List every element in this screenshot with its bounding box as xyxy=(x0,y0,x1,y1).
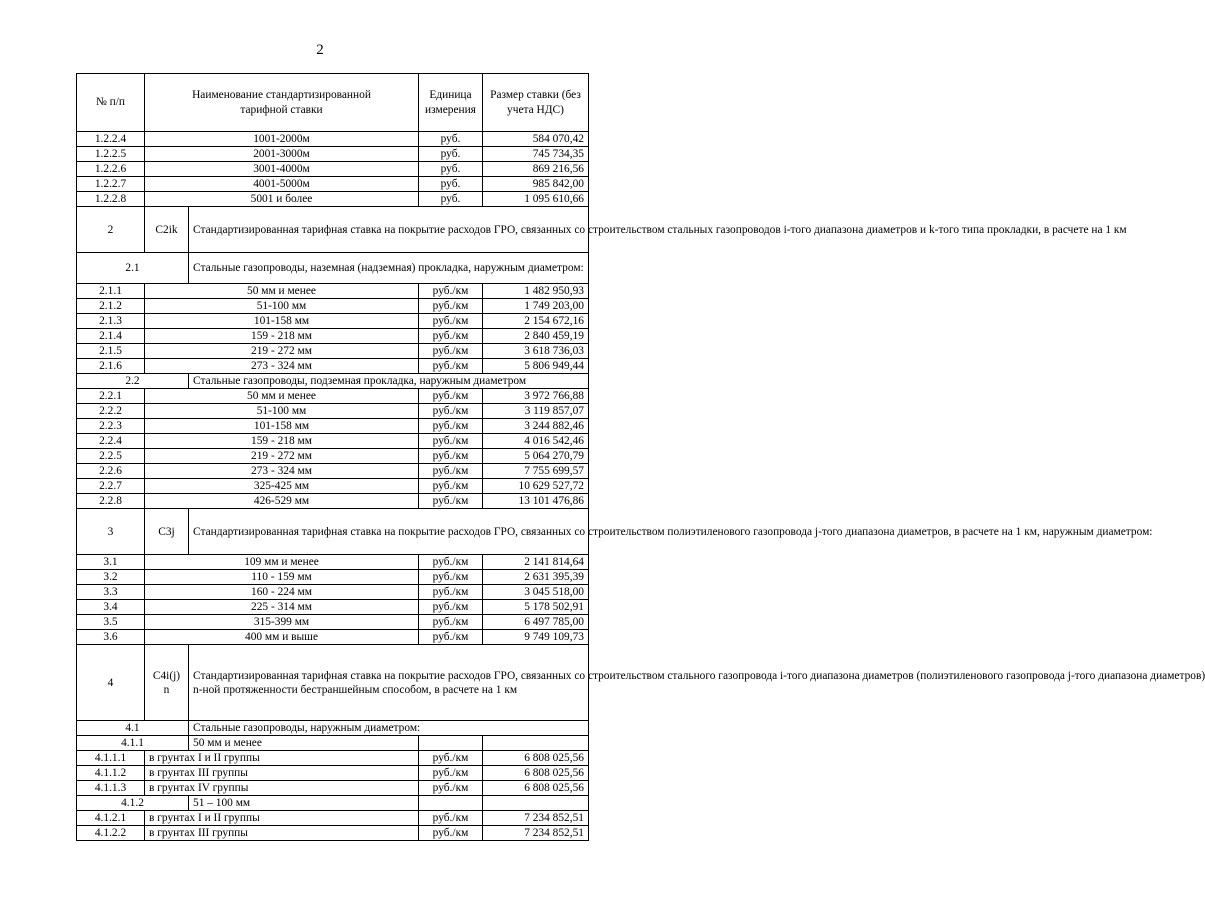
row-number: 2.2.1 xyxy=(77,389,145,404)
empty-cell xyxy=(419,796,483,811)
subsection-row xyxy=(77,721,589,736)
row-rate: 6 808 025,56 xyxy=(483,751,589,766)
row-rate: 4 016 542,46 xyxy=(483,434,589,449)
table-row xyxy=(77,344,589,359)
subsection-number: 2.2 xyxy=(77,374,189,389)
row-number: 2.2.2 xyxy=(77,404,145,419)
row-number: 3.5 xyxy=(77,615,145,630)
row-number: 2.1.3 xyxy=(77,314,145,329)
row-unit: руб./км xyxy=(419,479,483,494)
row-name: 273 - 324 мм xyxy=(145,359,419,374)
row-number: 3.6 xyxy=(77,630,145,645)
row-number: 4.1.2.1 xyxy=(77,811,145,826)
row-unit: руб./км xyxy=(419,751,483,766)
row-name: 325-425 мм xyxy=(145,479,419,494)
row-name: 101-158 мм xyxy=(145,314,419,329)
row-unit: руб./км xyxy=(419,329,483,344)
row-name: 51-100 мм xyxy=(145,299,419,314)
row-unit: руб./км xyxy=(419,811,483,826)
row-rate: 3 119 857,07 xyxy=(483,404,589,419)
section-text: Стандартизированная тарифная ставка на покрытие расходов ГРО, связанных со строительством стальных газопроводов i-того диапазона диаметров и k-того типа прокладки, в расчете на 1 км xyxy=(193,223,1127,236)
row-rate: 584 070,42 xyxy=(483,132,589,147)
subsection-number: 2.1 xyxy=(77,253,189,284)
section-text-2: n-ной протяженности бестраншейным способом, в расчете на 1 км xyxy=(193,683,518,696)
table-row xyxy=(77,751,589,766)
row-unit: руб./км xyxy=(419,555,483,570)
row-number: 3.2 xyxy=(77,570,145,585)
section-number: 3 xyxy=(77,509,145,555)
header-num: № п/п xyxy=(77,74,145,132)
subsection-text: Стальные газопроводы, наземная (надземная) прокладка, наружным диаметром: xyxy=(189,253,589,284)
row-unit: руб./км xyxy=(419,359,483,374)
row-unit: руб./км xyxy=(419,464,483,479)
row-number: 4.1.1.3 xyxy=(77,781,145,796)
row-unit: руб./км xyxy=(419,615,483,630)
table-row xyxy=(77,404,589,419)
row-rate: 3 972 766,88 xyxy=(483,389,589,404)
row-unit: руб./км xyxy=(419,419,483,434)
row-rate: 7 234 852,51 xyxy=(483,811,589,826)
header-unit: Единица измерения xyxy=(419,74,483,132)
row-unit: руб./км xyxy=(419,314,483,329)
row-number: 2.1.6 xyxy=(77,359,145,374)
row-unit: руб. xyxy=(419,132,483,147)
subsection-row xyxy=(77,253,589,284)
row-number: 1.2.2.5 xyxy=(77,147,145,162)
row-unit: руб./км xyxy=(419,826,483,841)
row-unit: руб./км xyxy=(419,570,483,585)
row-rate: 2 840 459,19 xyxy=(483,329,589,344)
tariff-table xyxy=(76,73,1205,841)
row-number: 2.2.6 xyxy=(77,464,145,479)
row-number: 2.2.5 xyxy=(77,449,145,464)
row-unit: руб. xyxy=(419,162,483,177)
row-unit: руб. xyxy=(419,192,483,207)
row-name: в грунтах III группы xyxy=(145,766,419,781)
row-number: 4.1.2.2 xyxy=(77,826,145,841)
row-number: 3.3 xyxy=(77,585,145,600)
row-unit: руб./км xyxy=(419,404,483,419)
table-row xyxy=(77,585,589,600)
row-name: 110 - 159 мм xyxy=(145,570,419,585)
row-number: 2.2.8 xyxy=(77,494,145,509)
row-name: 159 - 218 мм xyxy=(145,329,419,344)
table-row xyxy=(77,479,589,494)
row-name: 2001-3000м xyxy=(145,147,419,162)
subsection-text: Стальные газопроводы, наружным диаметром: xyxy=(189,721,589,736)
row-name: 5001 и более xyxy=(145,192,419,207)
row-rate: 3 618 736,03 xyxy=(483,344,589,359)
table-row xyxy=(77,555,589,570)
table-row xyxy=(77,811,589,826)
row-name: 273 - 324 мм xyxy=(145,464,419,479)
row-name: 225 - 314 мм xyxy=(145,600,419,615)
row-name: 50 мм и менее xyxy=(145,284,419,299)
row-number: 4.1.1.2 xyxy=(77,766,145,781)
row-rate: 3 244 882,46 xyxy=(483,419,589,434)
row-name: 4001-5000м xyxy=(145,177,419,192)
section-code: C2ik xyxy=(145,207,189,253)
table-row xyxy=(77,464,589,479)
row-name: 426-529 мм xyxy=(145,494,419,509)
section-row xyxy=(77,645,589,721)
row-number: 2.1.5 xyxy=(77,344,145,359)
table-row xyxy=(77,449,589,464)
row-number: 2.2.3 xyxy=(77,419,145,434)
row-unit: руб./км xyxy=(419,585,483,600)
row-name: в грунтах I и II группы xyxy=(145,751,419,766)
row-rate: 6 497 785,00 xyxy=(483,615,589,630)
row-name: 109 мм и менее xyxy=(145,555,419,570)
row-rate: 6 808 025,56 xyxy=(483,781,589,796)
subsection-text: 51 – 100 мм xyxy=(189,796,419,811)
row-unit: руб./км xyxy=(419,449,483,464)
table-header-row xyxy=(77,74,589,132)
section-description xyxy=(189,509,1153,555)
table-row xyxy=(77,314,589,329)
row-number: 3.1 xyxy=(77,555,145,570)
row-name: 51-100 мм xyxy=(145,404,419,419)
row-number: 2.1.4 xyxy=(77,329,145,344)
row-rate: 7 234 852,51 xyxy=(483,826,589,841)
row-unit: руб./км xyxy=(419,344,483,359)
table-row xyxy=(77,630,589,645)
row-number: 4.1.1.1 xyxy=(77,751,145,766)
row-name: 1001-2000м xyxy=(145,132,419,147)
section-code: C3j xyxy=(145,509,189,555)
row-rate: 985 842,00 xyxy=(483,177,589,192)
row-unit: руб./км xyxy=(419,781,483,796)
page-number: 2 xyxy=(316,42,324,58)
table-row xyxy=(77,615,589,630)
section-row xyxy=(77,509,589,555)
section-description xyxy=(189,645,1205,721)
row-unit: руб. xyxy=(419,177,483,192)
row-number: 2.2.7 xyxy=(77,479,145,494)
row-rate: 2 631 395,39 xyxy=(483,570,589,585)
header-rate: Размер ставки (без учета НДС) xyxy=(483,74,589,132)
row-unit: руб./км xyxy=(419,600,483,615)
row-rate: 869 216,56 xyxy=(483,162,589,177)
table-row xyxy=(77,162,589,177)
row-name: 160 - 224 мм xyxy=(145,585,419,600)
row-name: 219 - 272 мм xyxy=(145,344,419,359)
row-number: 1.2.2.4 xyxy=(77,132,145,147)
subsection-row xyxy=(77,374,589,389)
row-name: 50 мм и менее xyxy=(145,389,419,404)
row-rate: 5 806 949,44 xyxy=(483,359,589,374)
row-unit: руб./км xyxy=(419,766,483,781)
subsection-number: 4.1.2 xyxy=(77,796,189,811)
row-rate: 745 734,35 xyxy=(483,147,589,162)
row-unit: руб. xyxy=(419,147,483,162)
table-row xyxy=(77,600,589,615)
table-row xyxy=(77,389,589,404)
row-rate: 3 045 518,00 xyxy=(483,585,589,600)
row-rate: 1 482 950,93 xyxy=(483,284,589,299)
section-number: 2 xyxy=(77,207,145,253)
row-unit: руб./км xyxy=(419,630,483,645)
row-rate: 5 178 502,91 xyxy=(483,600,589,615)
row-number: 1.2.2.7 xyxy=(77,177,145,192)
row-rate: 1 095 610,66 xyxy=(483,192,589,207)
row-number: 2.1.2 xyxy=(77,299,145,314)
table-row xyxy=(77,147,589,162)
subsection-row xyxy=(77,736,589,751)
section-text: Стандартизированная тарифная ставка на покрытие расходов ГРО, связанных со строительством стального газопровода i-того диапазона диаметров (полиэтиленового газопровода j-того диапазона диаметров) xyxy=(193,669,1205,682)
table-row xyxy=(77,419,589,434)
row-rate: 2 154 672,16 xyxy=(483,314,589,329)
row-rate: 7 755 699,57 xyxy=(483,464,589,479)
row-unit: руб./км xyxy=(419,299,483,314)
table-row xyxy=(77,284,589,299)
empty-cell xyxy=(419,736,483,751)
row-rate: 1 749 203,00 xyxy=(483,299,589,314)
table-row xyxy=(77,766,589,781)
table-row xyxy=(77,359,589,374)
section-code: C4i(j) n xyxy=(145,645,189,721)
table-row xyxy=(77,192,589,207)
table-row xyxy=(77,570,589,585)
row-rate: 6 808 025,56 xyxy=(483,766,589,781)
section-row xyxy=(77,207,589,253)
row-rate: 10 629 527,72 xyxy=(483,479,589,494)
section-description xyxy=(189,207,1127,253)
empty-cell xyxy=(483,796,589,811)
row-number: 1.2.2.6 xyxy=(77,162,145,177)
subsection-number: 4.1 xyxy=(77,721,189,736)
table-row xyxy=(77,177,589,192)
table-row xyxy=(77,132,589,147)
table-row xyxy=(77,781,589,796)
row-name: 101-158 мм xyxy=(145,419,419,434)
section-number: 4 xyxy=(77,645,145,721)
row-name: в грунтах III группы xyxy=(145,826,419,841)
row-unit: руб./км xyxy=(419,389,483,404)
row-rate: 5 064 270,79 xyxy=(483,449,589,464)
row-name: в грунтах IV группы xyxy=(145,781,419,796)
row-number: 2.1.1 xyxy=(77,284,145,299)
row-unit: руб./км xyxy=(419,284,483,299)
row-unit: руб./км xyxy=(419,434,483,449)
row-rate: 2 141 814,64 xyxy=(483,555,589,570)
row-name: 3001-4000м xyxy=(145,162,419,177)
table-row xyxy=(77,826,589,841)
section-text: Стандартизированная тарифная ставка на покрытие расходов ГРО, связанных со строительством полиэтиленового газопровода j-того диапазона диаметров, в расчете на 1 км, наружным диаметром: xyxy=(193,525,1153,538)
table-row xyxy=(77,299,589,314)
row-name: 400 мм и выше xyxy=(145,630,419,645)
table-row xyxy=(77,494,589,509)
row-rate: 9 749 109,73 xyxy=(483,630,589,645)
subsection-row xyxy=(77,796,589,811)
row-unit: руб./км xyxy=(419,494,483,509)
row-name: 315-399 мм xyxy=(145,615,419,630)
row-number: 2.2.4 xyxy=(77,434,145,449)
row-name: 219 - 272 мм xyxy=(145,449,419,464)
table-row xyxy=(77,329,589,344)
empty-cell xyxy=(483,736,589,751)
row-name: в грунтах I и II группы xyxy=(145,811,419,826)
row-number: 1.2.2.8 xyxy=(77,192,145,207)
subsection-number: 4.1.1 xyxy=(77,736,189,751)
subsection-text: Стальные газопроводы, подземная прокладка, наружным диаметром xyxy=(189,374,589,389)
subsection-text: 50 мм и менее xyxy=(189,736,419,751)
row-name: 159 - 218 мм xyxy=(145,434,419,449)
table-body xyxy=(77,132,1205,841)
row-rate: 13 101 476,86 xyxy=(483,494,589,509)
table-row xyxy=(77,434,589,449)
row-number: 3.4 xyxy=(77,600,145,615)
header-name: Наименование стандартизированной тарифной ставки xyxy=(145,74,419,132)
